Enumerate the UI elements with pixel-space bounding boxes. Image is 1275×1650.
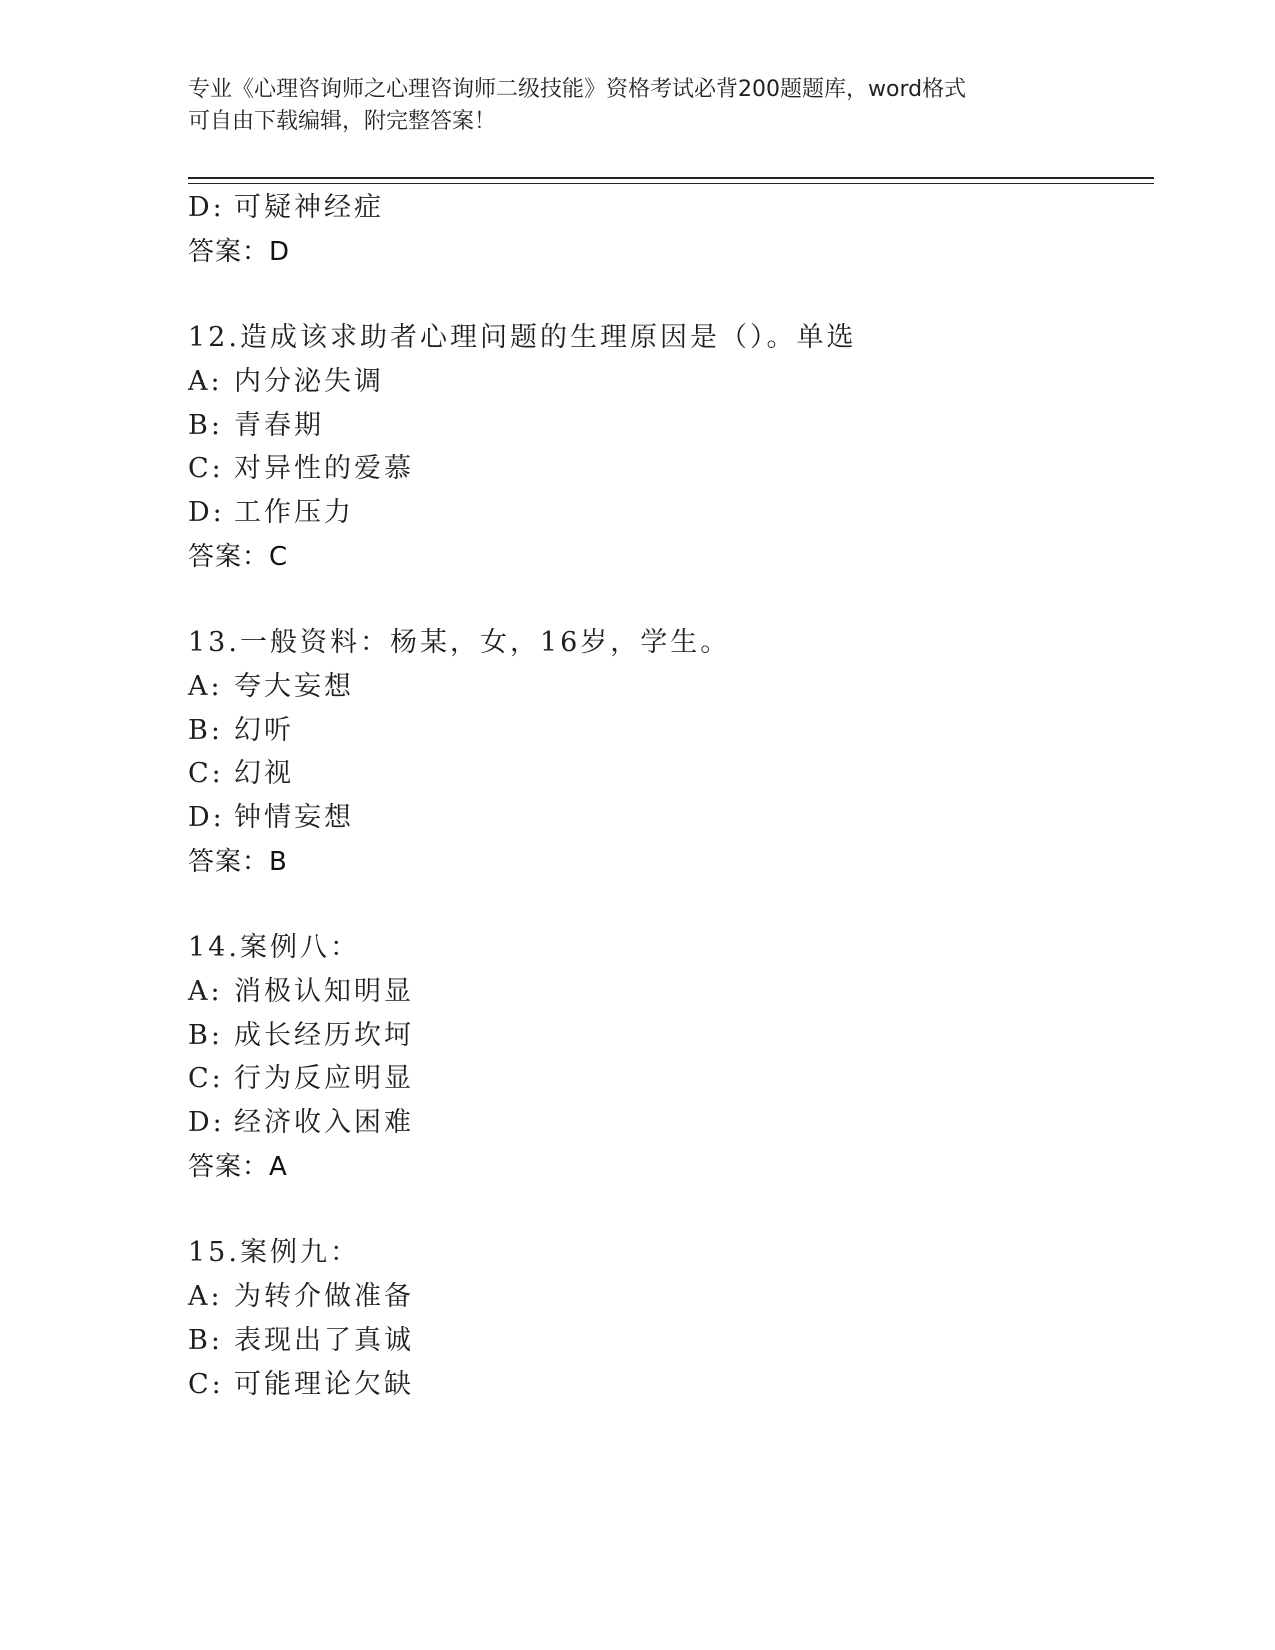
option-text: 表现出了真诚 xyxy=(234,1325,414,1356)
option-letter: B: xyxy=(188,410,223,441)
option-d xyxy=(188,798,354,838)
option-d-prev xyxy=(188,188,384,228)
option-a xyxy=(188,667,354,707)
option-text: 可能理论欠缺 xyxy=(234,1369,414,1400)
option-text: 行为反应明显 xyxy=(234,1063,414,1094)
option-text: 消极认知明显 xyxy=(234,976,414,1007)
option-text: 夸大妄想 xyxy=(234,671,354,702)
option-letter: A: xyxy=(188,366,223,397)
option-a xyxy=(188,972,414,1012)
option-text: 对异性的爱慕 xyxy=(234,453,414,484)
header-divider-top xyxy=(188,177,1154,179)
question-stem-12: 12.造成该求助者心理问题的生理原因是（）。单选 xyxy=(188,322,857,353)
document-header xyxy=(188,74,1088,138)
option-letter: C: xyxy=(188,1369,224,1400)
option-text: 可疑神经症 xyxy=(234,192,384,223)
option-letter: A: xyxy=(188,1281,223,1312)
option-c xyxy=(188,449,414,489)
option-text: 工作压力 xyxy=(234,497,354,528)
option-letter: C: xyxy=(188,758,224,789)
option-d xyxy=(188,493,354,533)
answer-12: 答案：C xyxy=(188,542,289,572)
option-letter: B: xyxy=(188,1325,223,1356)
option-letter: A: xyxy=(188,671,223,702)
option-letter: D: xyxy=(188,802,225,833)
answer-13: 答案：B xyxy=(188,847,288,877)
option-text: 内分泌失调 xyxy=(234,366,384,397)
option-text: 成长经历坎坷 xyxy=(234,1020,414,1051)
option-text: 幻视 xyxy=(234,758,294,789)
option-text: 经济收入困难 xyxy=(234,1107,414,1138)
option-c xyxy=(188,754,294,794)
option-letter: B: xyxy=(188,1020,223,1051)
option-text: 钟情妄想 xyxy=(234,802,354,833)
option-a xyxy=(188,362,384,402)
option-c xyxy=(188,1059,414,1099)
option-letter: D: xyxy=(188,192,225,223)
option-letter: A: xyxy=(188,976,223,1007)
question-stem-13: 13.一般资料：杨某，女，16岁，学生。 xyxy=(188,627,731,658)
option-b xyxy=(188,711,294,751)
question-stem-14: 14.案例八： xyxy=(188,932,360,963)
option-d xyxy=(188,1103,414,1143)
option-letter: C: xyxy=(188,453,224,484)
option-letter: D: xyxy=(188,1107,225,1138)
option-c xyxy=(188,1365,414,1405)
question-stem-15: 15.案例九： xyxy=(188,1237,360,1268)
option-letter: C: xyxy=(188,1063,224,1094)
header-line-2: 可自由下载编辑，附完整答案！ xyxy=(188,109,497,134)
answer-prev: 答案：D xyxy=(188,237,291,267)
option-a xyxy=(188,1277,414,1317)
header-line-1: 专业《心理咨询师之心理咨询师二级技能》资格考试必背200题题库，word格式 xyxy=(188,77,967,102)
option-b xyxy=(188,1016,414,1056)
option-letter: B: xyxy=(188,715,223,746)
answer-14: 答案：A xyxy=(188,1152,288,1182)
option-letter: D: xyxy=(188,497,225,528)
option-text: 为转介做准备 xyxy=(234,1281,414,1312)
option-text: 青春期 xyxy=(234,410,324,441)
option-b xyxy=(188,406,324,446)
option-b xyxy=(188,1321,414,1361)
option-text: 幻听 xyxy=(234,715,294,746)
header-divider-bottom xyxy=(188,183,1154,184)
